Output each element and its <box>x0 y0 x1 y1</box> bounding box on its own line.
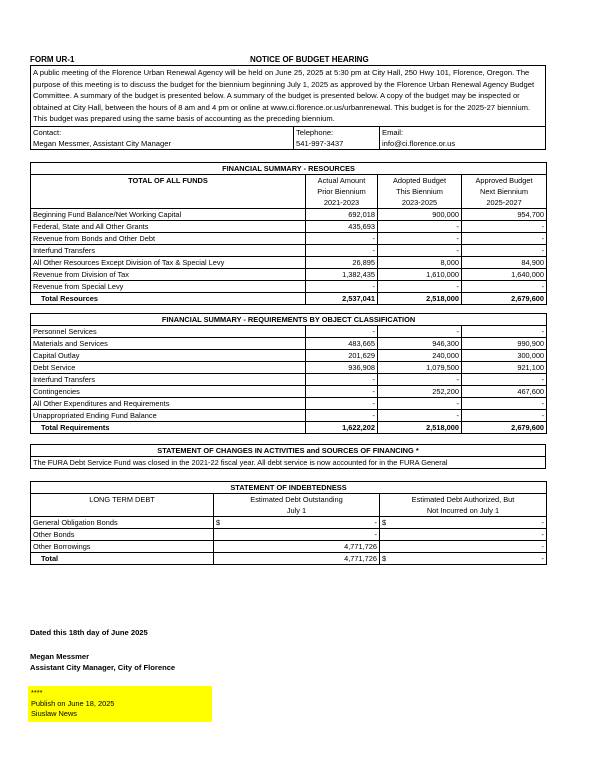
changes-title: STATEMENT OF CHANGES IN ACTIVITIES and SOURCES OF FINANCING * <box>31 444 546 456</box>
dated-line: Dated this 18th day of June 2025 <box>30 628 148 637</box>
table-row: Unappropriated Ending Fund Balance - - - <box>31 409 547 421</box>
indebtedness-table <box>30 481 547 565</box>
notice-box <box>30 65 546 150</box>
resources-label-head: TOTAL OF ALL FUNDS <box>31 174 306 186</box>
debt-head-type: LONG TERM DEBT <box>31 493 214 505</box>
email-label: Email: <box>382 127 404 137</box>
table-row: Federal, State and All Other Grants 435,693 - - <box>31 220 547 232</box>
telephone-number: 541-997-3437 <box>294 138 380 149</box>
col-adopted-head-2: This Biennium <box>378 186 462 197</box>
table-row: Revenue from Bonds and Other Debt - - - <box>31 232 547 244</box>
table-row: Capital Outlay 201,629 240,000 300,000 <box>31 349 547 361</box>
form-header <box>30 54 546 65</box>
total-row: Total Requirements 1,622,202 2,518,000 2,679,600 <box>31 421 547 433</box>
col-approved-head-2: Next Biennium <box>462 186 547 197</box>
debt-head-outstanding-1: Estimated Debt Outstanding <box>214 493 380 505</box>
col-adopted-head-3: 2023-2025 <box>378 197 462 209</box>
telephone-label: Telephone: <box>294 127 380 138</box>
table-row: General Obligation Bonds $ - $ - <box>31 516 547 528</box>
email-address: info@ci.florence.or.us <box>382 138 456 148</box>
table-row: Contingencies - 252,200 467,600 <box>31 385 547 397</box>
table-row: Materials and Services 483,665 946,300 990,900 <box>31 337 547 349</box>
table-row: All Other Resources Except Division of Tax & Special Levy 26,895 8,000 84,900 <box>31 256 547 268</box>
col-approved-head-1: Approved Budget <box>462 174 547 186</box>
budget-notice-page <box>30 54 546 565</box>
debt-head-outstanding-2: July 1 <box>214 505 380 517</box>
contact-grid <box>31 127 545 149</box>
publish-date: Publish on June 18, 2025 <box>31 698 115 708</box>
table-row: All Other Expenditures and Requirements - - - <box>31 397 547 409</box>
col-adopted-head-1: Adopted Budget <box>378 174 462 186</box>
table-row: Revenue from Special Levy - - - <box>31 280 547 292</box>
table-row: Beginning Fund Balance/Net Working Capital 692,018 900,000 954,700 <box>31 208 547 220</box>
notice-title: NOTICE OF BUDGET HEARING <box>250 55 369 64</box>
publish-paper: Siuslaw News <box>31 709 78 718</box>
col-actual-head-1: Actual Amount <box>306 174 378 186</box>
col-approved-head-3: 2025-2027 <box>462 197 547 209</box>
total-row: Total 4,771,726 $ - <box>31 552 547 564</box>
resources-table <box>30 162 547 305</box>
resources-title: FINANCIAL SUMMARY - RESOURCES <box>31 162 547 174</box>
table-row: Debt Service 936,908 1,079,500 921,100 <box>31 361 547 373</box>
publish-stars: **** <box>31 688 43 697</box>
table-row: Revenue from Division of Tax 1,382,435 1,610,000 1,640,000 <box>31 268 547 280</box>
indebtedness-title: STATEMENT OF INDEBTEDNESS <box>31 481 547 493</box>
contact-name: Megan Messmer, Assistant City Manager <box>31 138 294 149</box>
changes-table <box>30 444 546 469</box>
signer-name: Megan Messmer <box>30 652 90 661</box>
debt-head-authorized-2: Not Incurred on July 1 <box>380 505 547 517</box>
table-row: Personnel Services - - - <box>31 325 547 337</box>
col-actual-head-2: Prior Biennium <box>306 186 378 197</box>
total-row: Total Resources 2,537,041 2,518,000 2,679,600 <box>31 292 547 304</box>
changes-text: The FURA Debt Service Fund was closed in the 2021-22 fiscal year. All debt service is now accounted for in the FURA General <box>31 456 546 468</box>
table-row: Interfund Transfers - - - <box>31 244 547 256</box>
signer-role: Assistant City Manager, City of Florence <box>30 663 176 672</box>
publish-note <box>28 686 212 722</box>
table-row: Other Borrowings 4,771,726 - <box>31 540 547 552</box>
form-number: FORM UR-1 <box>30 55 75 64</box>
requirements-table <box>30 313 547 434</box>
notice-text: A public meeting of the Florence Urban Renewal Agency will be held on June 25, 2025 at 5:30 pm at City Hall, 250 Hwy 101, Florence, Oregon. The purpose of this meeting is to discuss the budget for the biennium beginning July 1, 2025 as approved by the Florence Urban Renewal Agency Budget Committee. A summary of the budget is presented below. A summary of the budget is presented below. A copy of the budget may be inspected or obtained at City Hall, between the hours of 8 am and 4 pm or online at www.ci.florence.or.us/urbanrenewal. This budget is for the 2025-27 biennium. This budget was prepared using the same basis of accounting as the preceding biennium. <box>31 66 545 127</box>
requirements-title: FINANCIAL SUMMARY - REQUIREMENTS BY OBJECT CLASSIFICATION <box>31 313 547 325</box>
table-row: Interfund Transfers - - - <box>31 373 547 385</box>
table-row: Other Bonds - - <box>31 528 547 540</box>
debt-head-authorized-1: Estimated Debt Authorized, But <box>380 493 547 505</box>
contact-label: Contact: <box>31 127 294 138</box>
col-actual-head-3: 2021-2023 <box>306 197 378 209</box>
